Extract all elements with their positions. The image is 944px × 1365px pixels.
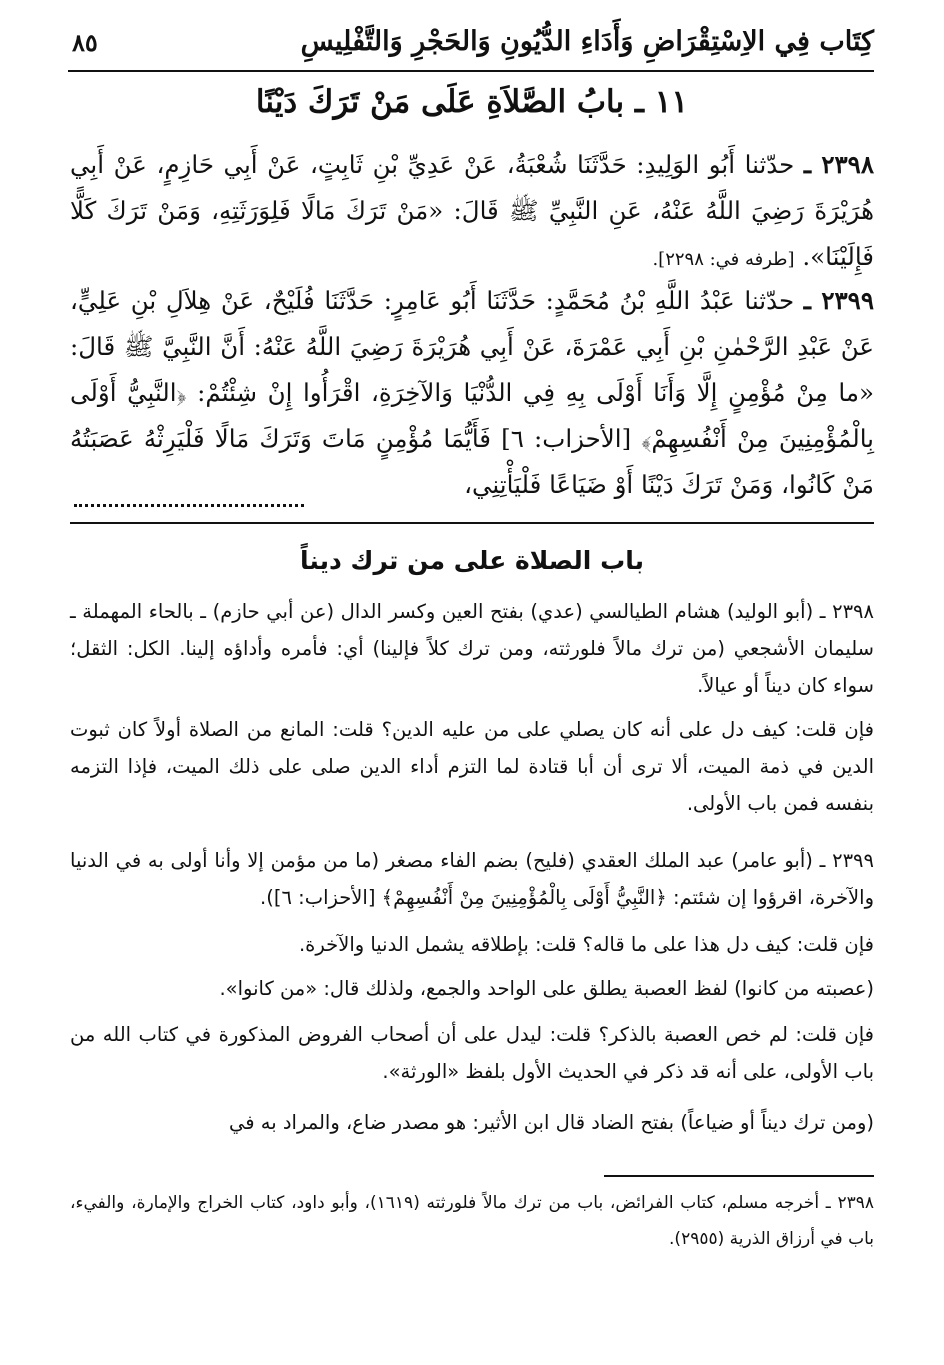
hadith-text: حدّثنا أَبُو الوَلِيدِ: حَدَّثَنَا شُعْبَةُ، عَنْ عَدِيِّ بْنِ ثَابِتٍ، عَنْ أَبِي حَازِمٍ، عَنْ أَبِي هُرَيْرَةَ رَضِيَ اللَّهُ عَنْهُ، عَنِ النَّبِيِّ ﷺ قَالَ: «مَنْ تَرَكَ مَالًا فَلِوَرَثَتِهِ، وَمَنْ تَرَكَ كَلًّا فَإِلَيْنَا». <box>70 150 874 271</box>
commentary-paragraph: فإن قلت: لم خص العصبة بالذكر؟ قلت: ليدل على أن أصحاب الفروض المذكورة في كتاب الله من باب الأولى، على أنه قد ذكر في الحديث الأول بلفظ «الورثة». <box>70 1023 874 1083</box>
commentary-paragraph: (ومن ترك ديناً أو ضياعاً) بفتح الضاد قال ابن الأثير: هو مصدر ضاع، والمراد به في <box>228 1111 874 1134</box>
book-title: كِتَاب فِي الاِسْتِقْرَاضِ وَأَدَاءِ الدُّيُونِ وَالحَجْرِ وَالتَّفْلِيسِ <box>300 26 874 57</box>
commentary-paragraph: فإن قلت: كيف دل هذا على ما قاله؟ قلت: بإطلاقه يشمل الدنيا والآخرة. <box>298 933 874 956</box>
commentary-paragraph: (عصبته من كانوا) لفظ العصبة يطلق على الواحد والجمع، ولذلك قال: «من كانوا». <box>219 977 874 1000</box>
section-divider <box>70 522 874 524</box>
chapter-title: ١١ ـ بابُ الصَّلاَةِ عَلَى مَنْ تَرَكَ دَيْنًا <box>255 84 689 120</box>
hadith-2398 <box>70 142 874 283</box>
running-header <box>68 18 874 72</box>
hadith-reference: [طرفه في: ٢٢٩٨]. <box>652 249 795 270</box>
hadith-text: حدّثنا عَبْدُ اللَّهِ بْنُ مُحَمَّدٍ: حَدَّثَنَا أَبُو عَامِرٍ: حَدَّثَنَا فُلَيْحٌ، عَنْ هِلاَلِ بْنِ عَلِيٍّ، عَنْ عَبْدِ الرَّحْمٰنِ بْنِ أَبِي عَمْرَةَ، عَنْ أَبِي هُرَيْرَةَ رَضِيَ اللَّهُ عَنْهُ: أَنَّ النَّبِيَّ ﷺ قَالَ: «ما مِنْ مُؤْمِنٍ إِلَّا وَأَنَا أَوْلَى بِهِ فِي الدُّنْيَا وَالآخِرَةِ، اقْرَأُوا إِنْ شِئْتُمْ: ﴿النَّبِيُّ أَوْلَى بِالْمُؤْمِنِينَ مِنْ أَنْفُسِهِمْ﴾ [الأحزاب: ٦] فَأَيُّمَا مُؤْمِنٍ مَاتَ وَتَرَكَ مَالًا فَلْيَرِثْهُ عَصَبَتُهُ مَنْ كَانُوا، وَمَنْ تَرَكَ دَيْنًا أَوْ ضَيَاعًا فَلْيَأْتِنِي، <box>70 286 874 499</box>
commentary-paragraph: ٢٣٩٨ ـ (أبو الوليد) هشام الطيالسي (عدي) بفتح العين وكسر الدال (عن أبي حازم) ـ بالحاء المهملة ـ سليمان الأشجعي (من ترك مالاً فلورثته، ومن ترك كلاً فإلينا) أي: فأمره وأداؤه إلينا. الكل: الثقل؛ سواء كان ديناً أو عيالاً. <box>70 600 874 697</box>
hadith-2399 <box>70 278 874 508</box>
commentary-paragraph: ٢٣٩٩ ـ (أبو عامر) عبد الملك العقدي (فليح) بضم الفاء مصغر (ما من مؤمن إلا وأنا أولى به في الدنيا والآخرة، اقرؤوا إن شئتم: ﴿النَّبِيُّ أَوْلَى بِالْمُؤْمِنِينَ مِنْ أَنْفُسِهِمْ﴾ [الأحزاب: ٦]). <box>70 849 874 909</box>
hadith-number: ٢٣٩٩ ـ <box>803 286 874 315</box>
continuation-dots <box>74 486 304 507</box>
commentary-title: باب الصلاة على من ترك ديناً <box>300 546 644 575</box>
footnote: ٢٣٩٨ ـ أخرجه مسلم، كتاب الفرائض، باب من ترك مالاً فلورثته (١٦١٩)، وأبو داود، كتاب الخراج والإمارة، والفيء، باب في أرزاق الذرية (٢٩٥٥). <box>70 1193 874 1249</box>
commentary-paragraph: فإن قلت: كيف دل على أنه كان يصلي على من عليه الدين؟ قلت: المانع من الصلاة أولاً كان ثبوت الدين في ذمة الميت، ألا ترى أن أبا قتادة لما التزم أداء الدين صلى على ذلك الميت، فإذا التزمه بنفسه فمن باب الأولى. <box>70 718 874 815</box>
footnote-rule <box>604 1175 874 1177</box>
hadith-number: ٢٣٩٨ ـ <box>803 150 874 179</box>
page-number: ٨٥ <box>72 28 98 57</box>
